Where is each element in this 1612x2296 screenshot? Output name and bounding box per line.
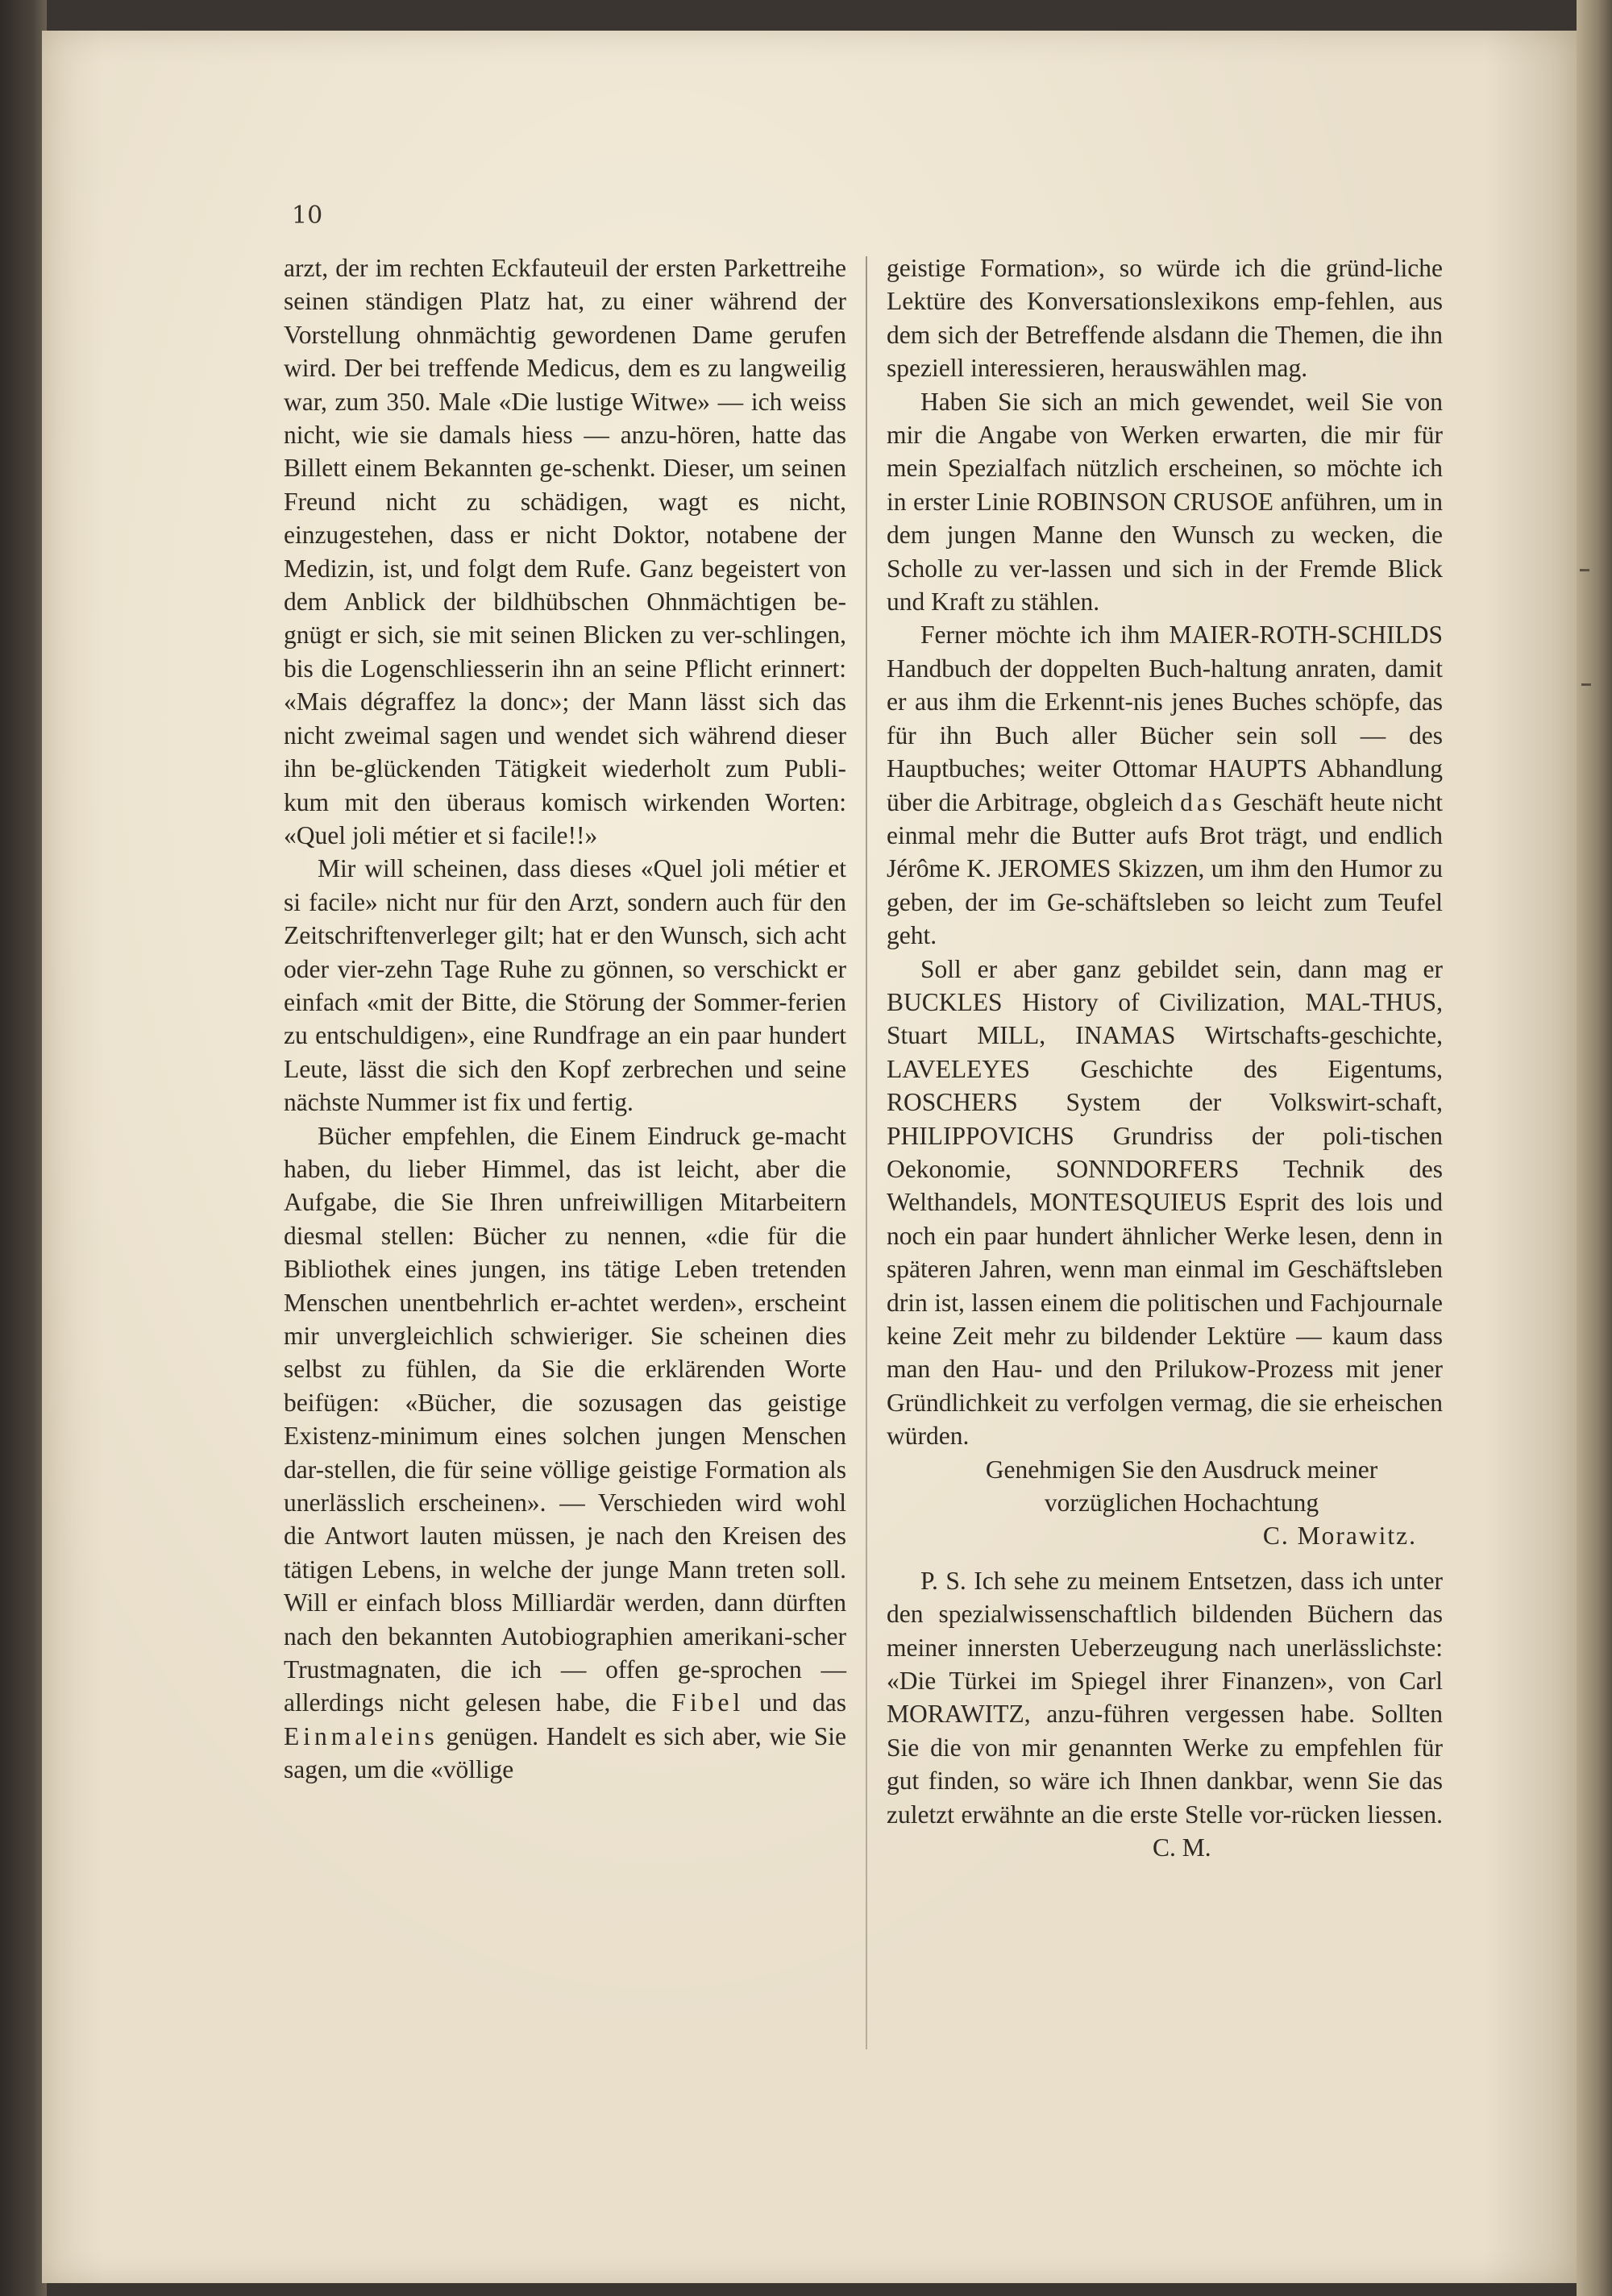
postscript-text: P. S. Ich sehe zu meinem Entsetzen, dass ich unter den spezialwissenschaftlich bildenden Büchern das meiner innersten Ueberzeugung nach unerlässlichste: «Die Türkei im Spiegel ihrer Finanzen», von Carl MORAWITZ, anzu-führen vergessen habe. Sollten Sie die von mir genannten Werke zu empfehlen für gut finden, so wäre ich Ihnen dankbar, wenn Sie das zuletzt erwähnte an die erste Stelle vor-rücken liessen.: [887, 1566, 1443, 1829]
closing-line: vorzüglichen Hochachtung: [1044, 1488, 1319, 1518]
right-column: [887, 251, 1443, 1865]
signature: C. Morawitz.: [1262, 1522, 1417, 1551]
postscript: [887, 1564, 1443, 1865]
page-number: 10: [292, 201, 323, 230]
left-column: [284, 251, 846, 1787]
spaced-word: das: [1180, 787, 1227, 816]
column-divider: [866, 256, 867, 2049]
paragraph: [887, 618, 1443, 952]
paragraph: Soll er aber ganz gebildet sein, dann mag er BUCKLES History of Civilization, MAL-THUS, Stuart MILL, INAMAS Wirtschafts-geschichte, LAVELEYES Geschichte des Eigentums, ROSCHERS System der Volkswirt-schaft, PHILIPPOVICHS Grundriss der poli-tischen Oekonomie, SONNDORFERS Technik des Welthandels, MONTESQUIEUS Esprit des lois und noch ein paar hundert ähnlicher Werke lesen, denn in späteren Jahren, wenn man einmal im Geschäftsleben drin ist, lassen einem die politischen und Fachjournale keine Zeit mehr zu bildender Lektüre — kaum dass man den Hau- und den Prilukow-Prozess mit jener Gründlichkeit zu verfolgen vermag, die sie erheischen würden.: [887, 954, 1443, 1451]
spaced-word: Fibel: [671, 1688, 745, 1717]
margin-mark: [1581, 683, 1591, 686]
paragraph: geistige Formation», so würde ich die gründ-liche Lektüre des Konversationslexikons emp-fehlen, aus dem sich der Betreffende alsdann die Themen, die ihn speziell interessieren, herauswählen mag.: [887, 254, 1443, 383]
paragraph-text: Bücher empfehlen, die Einem Eindruck ge-macht haben, du lieber Himmel, das ist leicht, aber die Aufgabe, die Sie Ihren unfreiwilligen Mitarbeitern diesmal stellen: Bücher zu nennen, «die für die Bibliothek eines jungen, ins tätige Leben tretenden Menschen unentbehrlich er-achtet werden», erscheint mir unvergleichlich schwieriger. Sie scheinen dies selbst zu fühlen, da Sie die erklärenden Worte beifügen: «Bücher, die sozusagen das geistige Existenz-minimum eines solchen jungen Menschen dar-stellen, die für seine völlige geistige Formation als unerlässlich erscheinen». — Verschieden wird wohl die Antwort lauten müssen, je nach den Kreisen des tätigen Lebens, in welche der junge Mann treten soll. Will er einfach bloss Milliardär werden, dann dürften nach den bekannten Autobiographien amerikani-scher Trustmagnaten, die ich — offen ge-sprochen — allerdings nicht gelesen habe, die: [284, 1121, 846, 1717]
margin-mark: [1580, 569, 1589, 571]
paragraph-text: Geschäft heute nicht einmal mehr die Butter aufs Brot trägt, und endlich Jérôme K. JEROMES Skizzen, um ihm den Humor zu geben, der im Ge-schäftsleben so leicht zum Teufel geht.: [887, 787, 1443, 950]
paragraph: Haben Sie sich an mich gewendet, weil Sie von mir die Angabe von Werken erwarten, die mir für mein Spezialfach nützlich erscheinen, so möchte ich in erster Linie ROBINSON CRUSOE anführen, um in dem jungen Manne den Wunsch zu wecken, die Scholle zu ver-lassen und sich in der Fremde Blick und Kraft zu stählen.: [887, 387, 1443, 617]
postscript-initials: C. M.: [1153, 1833, 1211, 1862]
paragraph-text: und das: [744, 1688, 846, 1717]
paragraph: Mir will scheinen, dass dieses «Quel joli métier et si facile» nicht nur für den Arzt, sondern auch für den Zeitschriftenverleger gilt; hat er den Wunsch, sich acht oder vier-zehn Tage Ruhe zu gönnen, so verschickt er einfach «mit der Bitte, die Störung der Sommer-ferien zu entschuldigen», eine Rundfrage an ein paar hundert Leute, lässt die sich den Kopf zerbrechen und seine nächste Nummer ist fix und fertig.: [284, 854, 846, 1117]
paragraph-text: genügen. Handelt es sich aber, wie Sie sagen, um die «völlige: [284, 1721, 846, 1784]
scan-background-right: [1577, 0, 1612, 2296]
paragraph-text: Ferner möchte ich ihm MAIER-ROTH-SCHILDS Handbuch der doppelten Buch-haltung anraten, damit er aus ihm die Erkennt-nis jenes Buches schöpfe, das für ihn Buch aller Bücher sein soll — des Hauptbuches; weiter Ottomar HAUPTS Abhandlung über die Arbitrage, obgleich: [887, 621, 1443, 816]
paragraph: [284, 1119, 846, 1787]
paragraph: arzt, der im rechten Eckfauteuil der ersten Parkettreihe seinen ständigen Platz hat, zu einer während der Vorstellung ohnmächtig gewordenen Dame gerufen wird. Der bei treffende Medicus, dem es zu langweilig war, zum 350. Male «Die lustige Witwe» — ich weiss nicht, wie sie damals hiess — anzu-hören, hatte das Billett einem Bekannten ge-schenkt. Dieser, um seinen Freund nicht zu schädigen, wagt es nicht, einzugestehen, dass er nicht Doktor, notabene der Medizin, ist, und folgt dem Rufe. Ganz begeistert von dem Anblick der bildhübschen Ohnmächtigen be-gnügt er sich, sie mit seinen Blicken zu ver-schlingen, bis die Logenschliesserin ihn an seine Pflicht erinnert: «Mais dégraffez la donc»; der Mann lässt sich das nicht zweimal sagen und wendet sich während dieser ihn be-glückenden Tätigkeit wiederholt zum Publi-kum mit den überaus komisch wirkenden Worten: «Quel joli métier et si facile!!»: [284, 254, 846, 849]
scan-background-left: [0, 0, 47, 2296]
spaced-word: Einmaleins: [284, 1721, 438, 1750]
closing-line: Genehmigen Sie den Ausdruck meiner: [985, 1455, 1378, 1484]
